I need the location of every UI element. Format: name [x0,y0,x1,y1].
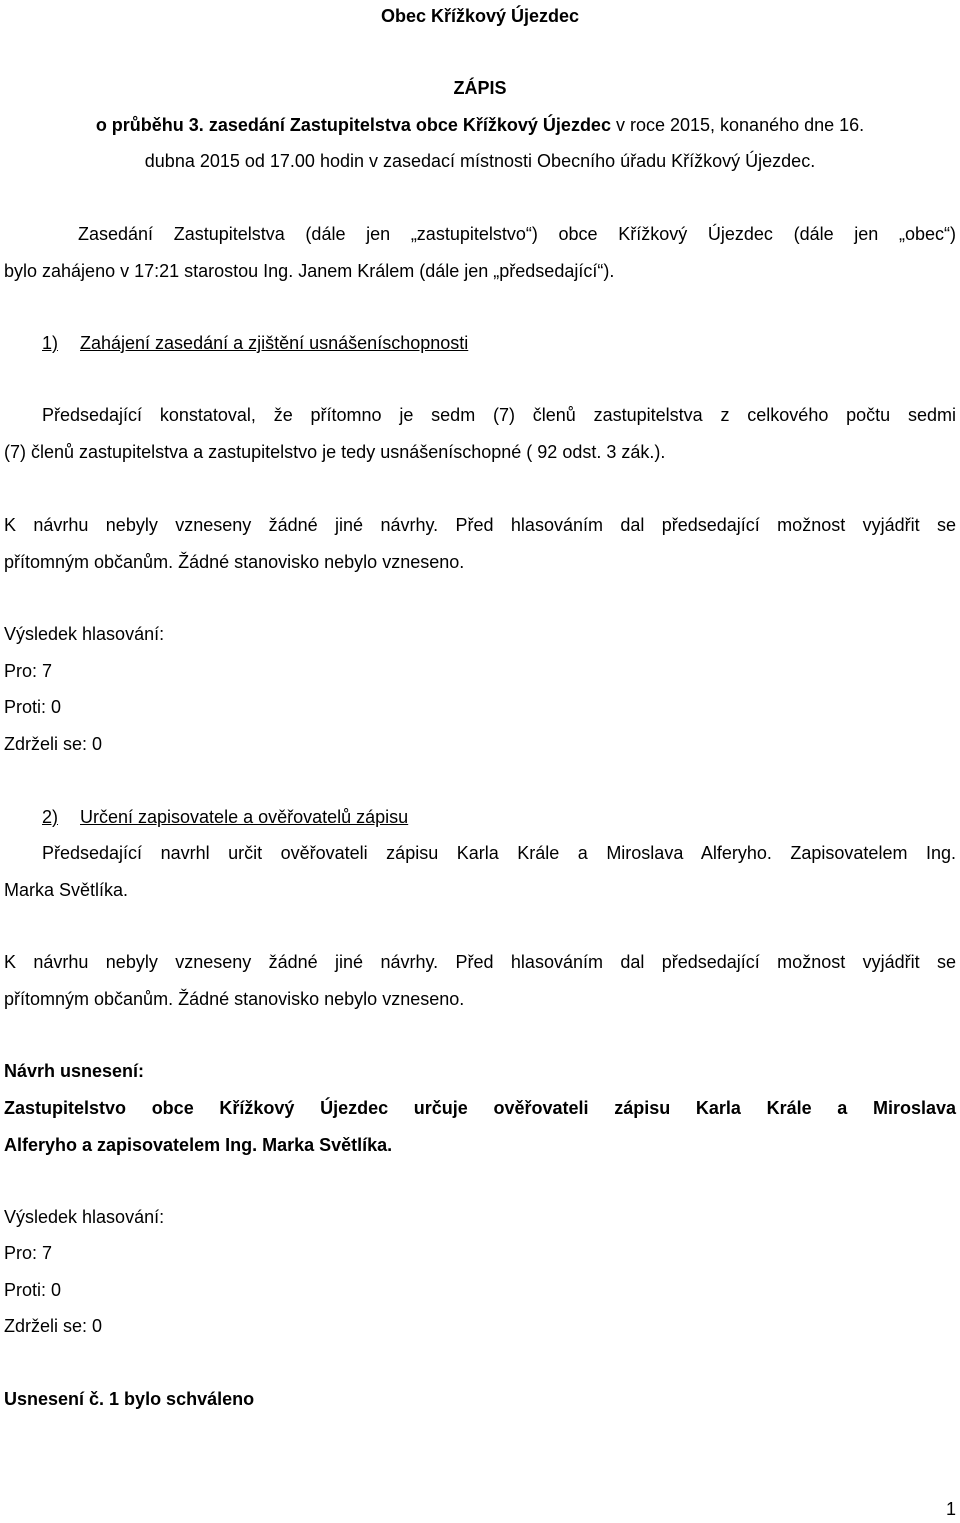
subtitle-line-1-rest: v roce 2015, konaného dne 16. [610,115,865,135]
section-1-paragraph-2 [4,514,956,573]
section-1-para1-line-1: Předsedající konstatoval, že přítomno je sedm (7) členů zastupitelstva z celkového počtu sedmi [42,405,956,425]
section-2-title: Určení zapisovatele a ověřovatelů zápisu [80,807,409,827]
subtitle-line-1 [0,114,960,136]
subtitle-line-2: dubna 2015 od 17.00 hodin v zasedací místnosti Obecního úřadu Křížkový Újezdec. [144,151,816,171]
section-2-para2-line-1: K návrhu nebyly vzneseny žádné jiné návrhy. Před hlasováním dal předsedající možnost vyjádřit se [4,952,956,972]
section-1-vote-for: Pro: 7 [4,661,53,681]
section-1-number: 1) [42,333,59,353]
section-1-para2-line-2: přítomným občanům. Žádné stanovisko nebylo vzneseno. [4,552,465,572]
resolution-approved: Usnesení č. 1 bylo schváleno [4,1389,255,1409]
section-2-para1-line-2: Marka Světlíka. [4,880,129,900]
section-2-paragraph-2 [4,951,956,1010]
section-1-vote-heading: Výsledek hlasování: [4,624,165,644]
section-1-heading [42,332,468,354]
intro-line-1: Zasedání Zastupitelstva (dále jen „zastupitelstvo“) obce Křížkový Újezdec (dále jen „obec“) [78,224,956,244]
proposal-text [4,1097,956,1156]
section-2-number: 2) [42,807,59,827]
section-2-para1-line-1: Předsedající navrhl určit ověřovateli zápisu Karla Krále a Miroslava Alferyho. Zapisovatelem Ing. [42,843,956,863]
section-1-title: Zahájení zasedání a zjištění usnášeníschopnosti [80,333,469,353]
intro-line-2: bylo zahájeno v 17:21 starostou Ing. Janem Králem (dále jen „předsedající“). [4,261,615,281]
proposal-heading: Návrh usnesení: [4,1061,145,1081]
section-1-para2-line-1: K návrhu nebyly vzneseny žádné jiné návrhy. Před hlasováním dal předsedající možnost vyjádřit se [4,515,956,535]
proposal-line-1: Zastupitelstvo obce Křížkový Újezdec určuje ověřovateli zápisu Karla Krále a Miroslava [4,1098,956,1118]
intro-paragraph [4,223,956,282]
section-2-vote-for: Pro: 7 [4,1243,53,1263]
page-number: 1 [945,1499,956,1519]
doc-type-heading: ZÁPIS [453,78,507,98]
section-2-vote-against: Proti: 0 [4,1280,62,1300]
section-1-vote-against: Proti: 0 [4,697,62,717]
section-1-paragraph-1 [4,404,956,463]
section-1-para1-line-2: (7) členů zastupitelstva a zastupitelstvo je tedy usnášeníschopné ( 92 odst. 3 zák.). [4,442,666,462]
subtitle-line-1-bold: o průběhu 3. zasedání Zastupitelstva obce Křížkový Újezdec [95,115,611,135]
section-2-para2-line-2: přítomným občanům. Žádné stanovisko nebylo vzneseno. [4,989,465,1009]
section-2-heading [42,806,408,828]
section-2-vote-heading: Výsledek hlasování: [4,1207,165,1227]
section-2-paragraph-1 [4,842,956,901]
municipality-title: Obec Křížkový Újezdec [380,6,580,26]
section-2-vote-abstain: Zdrželi se: 0 [4,1316,103,1336]
section-1-vote-abstain: Zdrželi se: 0 [4,734,103,754]
proposal-line-2: Alferyho a zapisovatelem Ing. Marka Světlíka. [4,1135,393,1155]
